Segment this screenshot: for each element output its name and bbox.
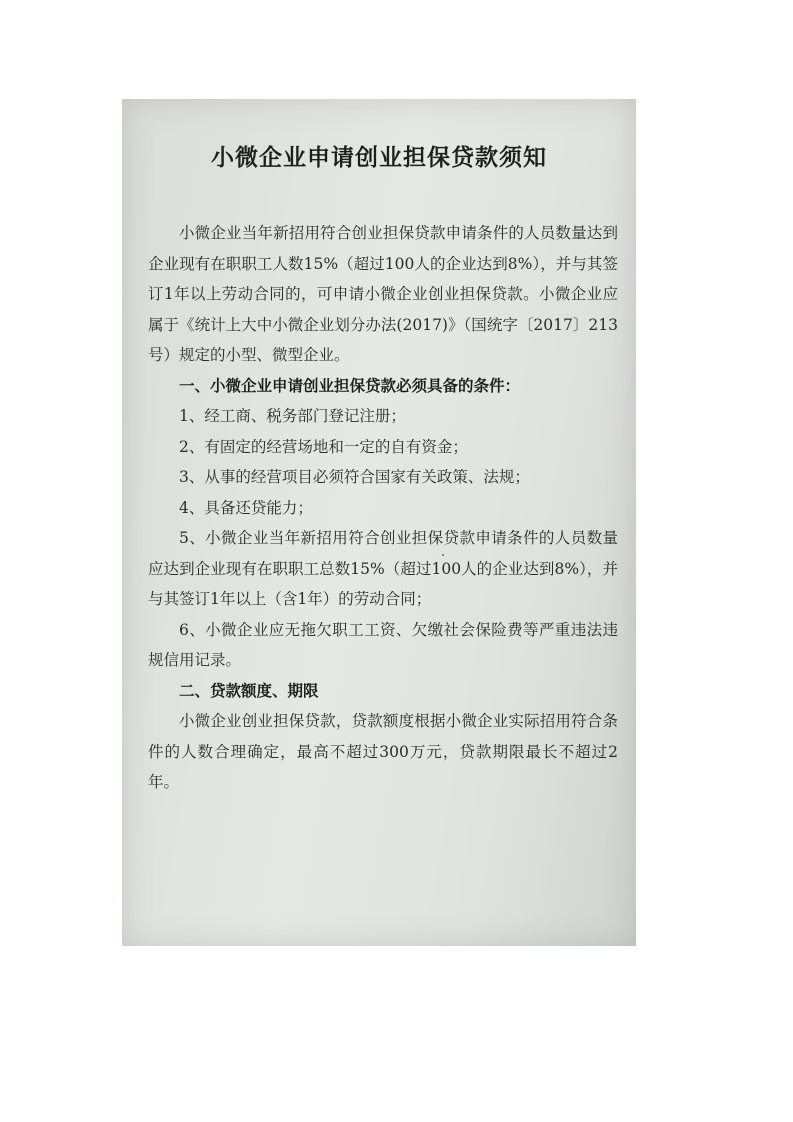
document-photo [122, 99, 636, 946]
condition-item-3: 3、从事的经营项目必须符合国家有关政策、法规； [179, 468, 530, 486]
dust-speck [442, 554, 444, 556]
section1-heading: 一、小微企业申请创业担保贷款必须具备的条件： [179, 376, 521, 395]
document-body [148, 218, 618, 798]
condition-item-6: 6、小微企业应无拖欠职工工资、欠缴社会保险费等严重违法违规信用记录。 [148, 620, 618, 669]
intro-paragraph: 小微企业当年新招用符合创业担保贷款申请条件的人员数量达到企业现有在职职工人数15%（超过100人的企业达到8%），并与其签订1年以上劳动合同的，可申请小微企业创业担保贷款。小微企业应属于《统计上大中小微企业划分办法(2017)》（国统字〔2017〕213号）规定的小型、微型企业。 [148, 224, 618, 364]
document-title: 小微企业申请创业担保贷款须知 [211, 144, 547, 171]
section2-paragraph: 小微企业创业担保贷款，贷款额度根据小微企业实际招用符合条件的人数合理确定，最高不超过300万元，贷款期限最长不超过2年。 [148, 712, 618, 791]
section2-heading: 二、贷款额度、期限 [179, 681, 319, 700]
condition-item-1: 1、经工商、税务部门登记注册； [179, 407, 406, 425]
condition-item-5: 5、小微企业当年新招用符合创业担保贷款申请条件的人员数量应达到企业现有在职职工总数15%（超过100人的企业达到8%），并与其签订1年以上（含1年）的劳动合同； [148, 529, 618, 608]
condition-item-2: 2、有固定的经营场地和一定的自有资金； [179, 437, 468, 456]
condition-item-4: 4、具备还贷能力； [179, 498, 313, 517]
